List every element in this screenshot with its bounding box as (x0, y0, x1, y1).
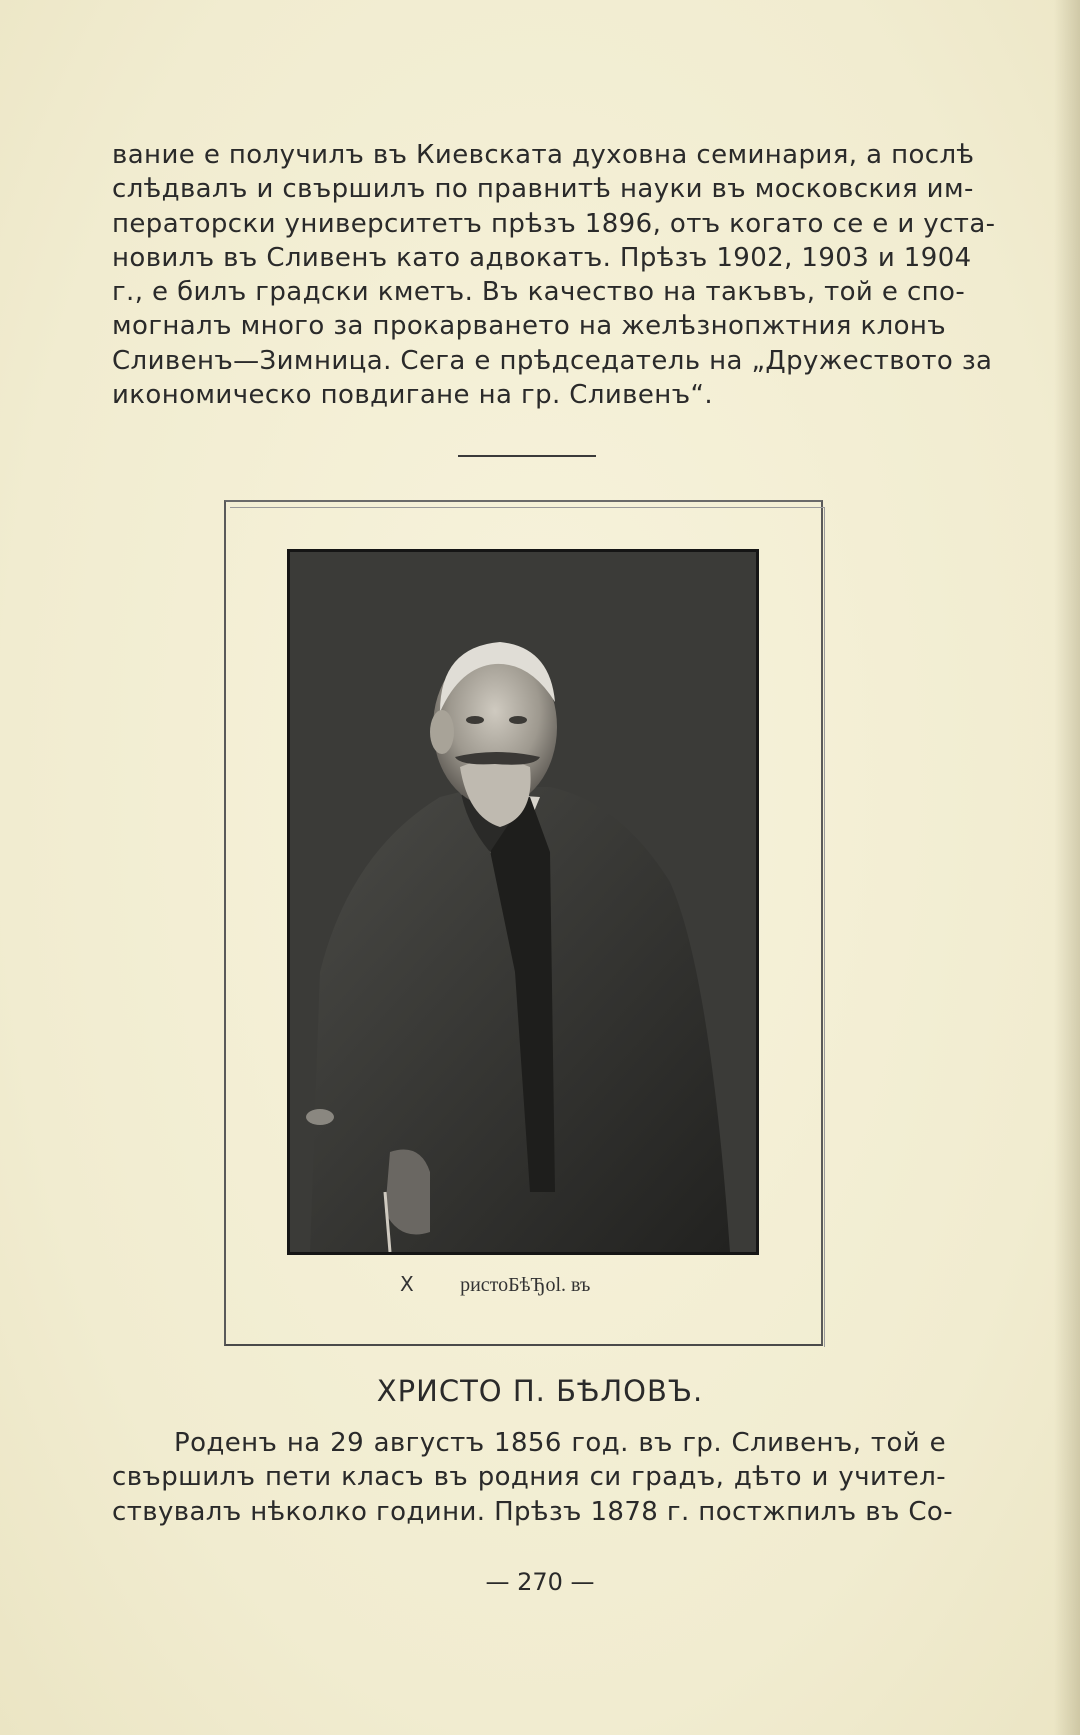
bottom-paragraph (112, 1426, 954, 1529)
text-line: новилъ въ Сливенъ като адвокатъ. Прѣзъ 1902, 1903 и 1904 (112, 242, 972, 273)
text-line: г., е билъ градски кметъ. Въ качество на такъвъ, той е спо- (112, 277, 966, 308)
section-divider (458, 455, 596, 457)
text-line: Роденъ на 29 августъ 1856 год. въ гр. Сливенъ, той е (174, 1428, 946, 1458)
page-number: — 270 — (485, 1568, 595, 1596)
text-line: вание е получилъ въ Киевската духовна семинария, а послѣ (112, 140, 975, 170)
text-line: могналъ много за прокарването на желѣзнопжтния клонъ (112, 311, 947, 342)
text-line: слѣдвалъ и свършилъ по правнитѣ науки въ московския им- (112, 174, 974, 205)
text-line: икономическо повдигане на гр. Сливенъ“. (112, 380, 713, 411)
caption-initial: Х (400, 1272, 414, 1296)
text-line: Сливенъ—Зимница. Сега е прѣдседатель на „Дружеството за (112, 345, 993, 376)
portrait-illustration (290, 552, 756, 1252)
portrait-photo (287, 549, 759, 1255)
text-line: свършилъ пети класъ въ родния си градъ, дѣто и учител- (112, 1462, 946, 1493)
top-paragraph (112, 138, 996, 412)
text-line: ператорски университетъ прѣзъ 1896, отъ когато се е и уста- (112, 208, 996, 239)
page-edge-shadow (1054, 0, 1080, 1735)
photo-caption (400, 1272, 680, 1297)
text-line: ствувалъ нѣколко години. Прѣзъ 1878 г. постжпилъ въ Со- (112, 1496, 954, 1527)
person-name-heading: ХРИСТО П. БѢЛОВЪ. (376, 1374, 704, 1408)
caption-text: ристоБѣЂоl. въ (460, 1274, 591, 1296)
